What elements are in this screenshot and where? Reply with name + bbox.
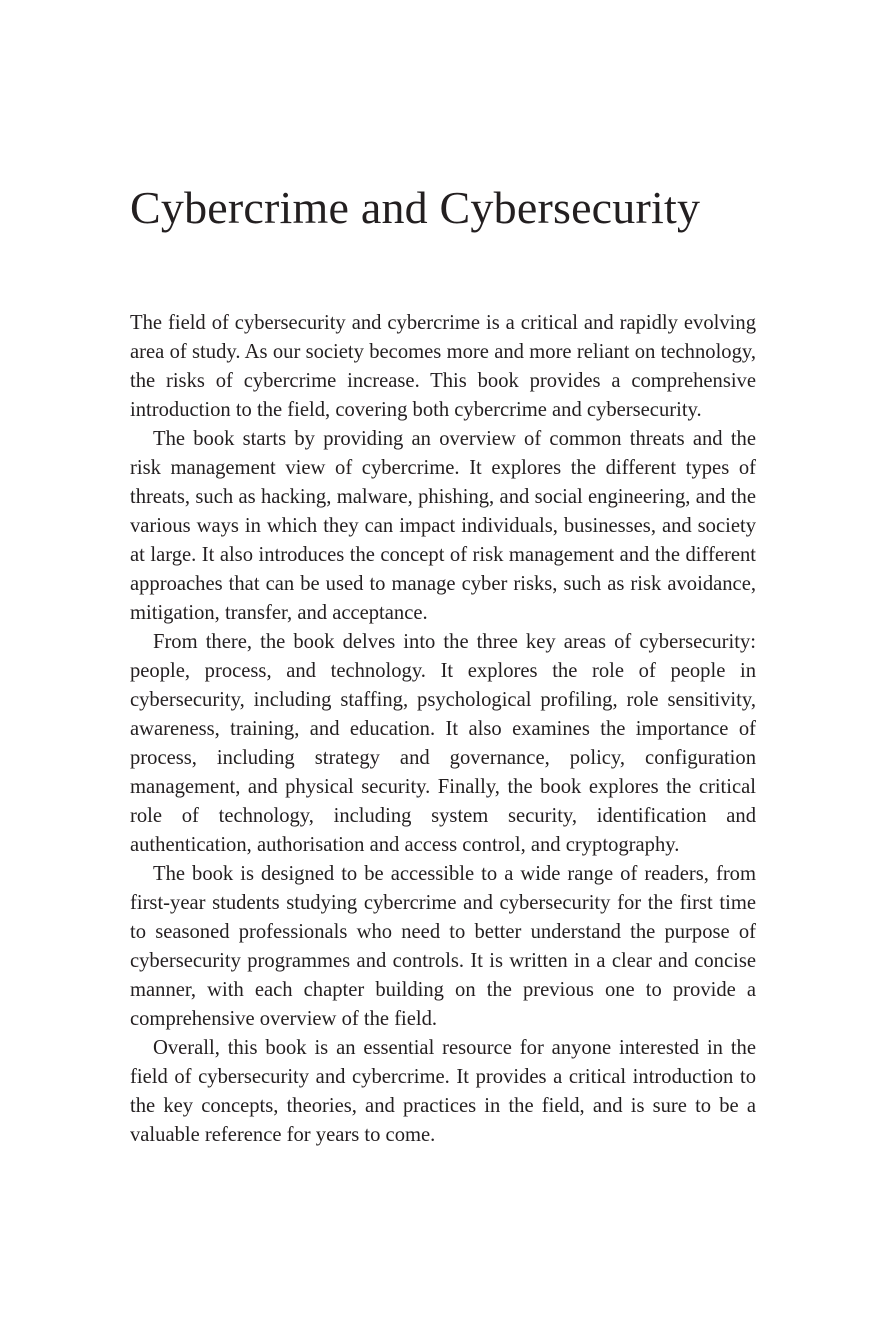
paragraph-intro: The field of cybersecurity and cybercrime is a critical and rapidly evolving area of study. As our society becomes more and more reliant on technology, the risks of cybercrime increase. This book provides a comprehensive introduction to the field, covering both cybercrime and cybersecurity.: [130, 312, 756, 421]
body-text: [130, 309, 756, 1150]
paragraph-conclusion: Overall, this book is an essential resource for anyone interested in the field of cybersecurity and cybercrime. It provides a critical introduction to the key concepts, theories, and practices in the field, and is sure to be a valuable reference for years to come.: [130, 1037, 756, 1146]
paragraph-key-areas: From there, the book delves into the three key areas of cybersecurity: people, process, and technology. It explores the role of people in cybersecurity, including staffing, psychological profiling, role sensitivity, awareness, training, and education. It also examines the importance of process, including strategy and governance, policy, configuration management, and physical security. Finally, the book explores the critical role of technology, including system security, identification and authentication, authorisation and access control, and cryptography.: [130, 631, 756, 856]
paragraph-audience: The book is designed to be accessible to a wide range of readers, from first-year students studying cybercrime and cybersecurity for the first time to seasoned professionals who need to better understand the purpose of cybersecurity programmes and controls. It is written in a clear and concise manner, with each chapter building on the previous one to provide a comprehensive overview of the field.: [130, 863, 756, 1030]
paragraph-threats-overview: The book starts by providing an overview of common threats and the risk management view of cybercrime. It explores the different types of threats, such as hacking, malware, phishing, and social engineering, and the various ways in which they can impact individuals, businesses, and society at large. It also introduces the concept of risk management and the different approaches that can be used to manage cyber risks, such as risk avoidance, mitigation, transfer, and acceptance.: [130, 428, 756, 624]
page-title: Cybercrime and Cybersecurity: [130, 182, 701, 233]
